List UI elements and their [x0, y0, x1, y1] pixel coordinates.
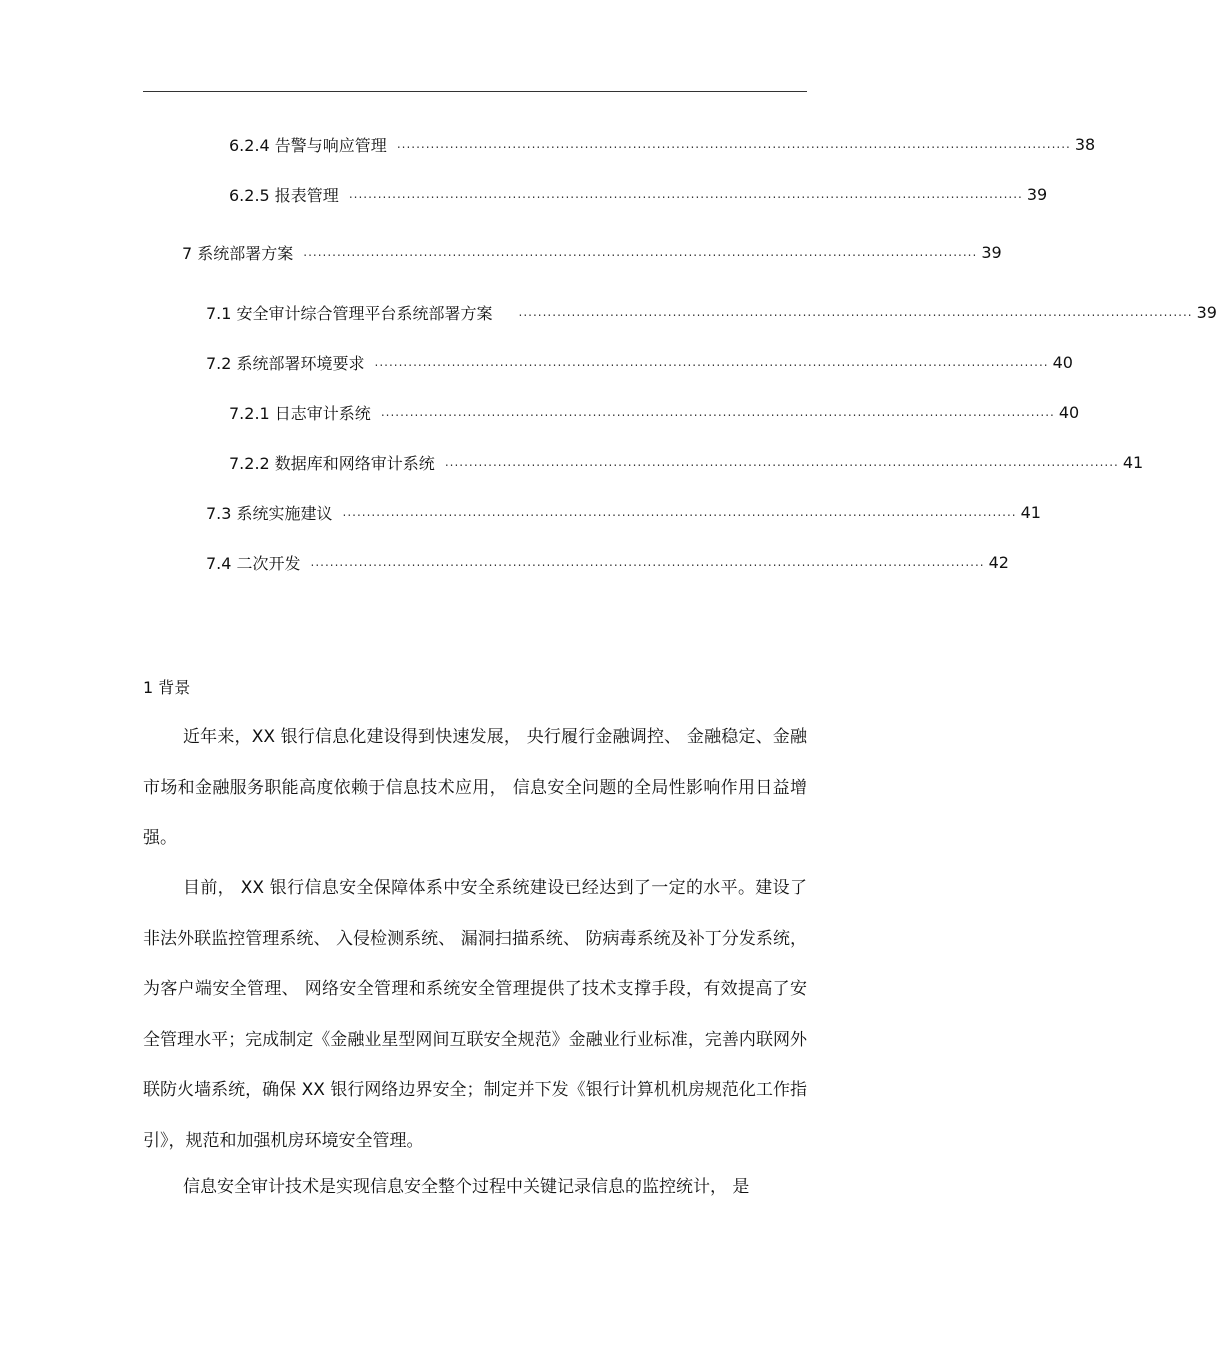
toc-entry-6-2-5[interactable] [229, 182, 1048, 206]
toc-leader-dots: ............................................................................................................................................ [396, 137, 1071, 151]
section-heading: 1 背景 [143, 678, 191, 697]
toc-leader-dots: ............................................................................................................................................ [348, 187, 1023, 201]
toc-leader-dots: ............................................................................................................................................ [310, 555, 985, 569]
toc-leader-dots: ............................................................................................................................................ [444, 455, 1119, 469]
toc-entry-title: 7.2.1 日志审计系统 [229, 403, 371, 423]
toc-entry-page: 42 [988, 552, 1009, 572]
paragraph-3: 信息安全审计技术是实现信息安全整个过程中关键记录信息的监控统计， 是 [183, 1177, 750, 1197]
toc-entry-title: 7.2.2 数据库和网络审计系统 [229, 453, 435, 473]
toc-leader-dots: ............................................................................................................................................ [342, 505, 1017, 519]
toc-entry-page: 41 [1020, 502, 1041, 522]
toc-entry-7-2-2[interactable] [229, 450, 1144, 474]
paragraph-1: 近年来，XX 银行信息化建设得到快速发展， 央行履行金融调控、 金融稳定、金融市场和金融服务职能高度依赖于信息技术应用， 信息安全问题的全局性影响作用日益增强。 [143, 727, 807, 848]
toc-entry-title: 7.2 系统部署环境要求 [206, 353, 365, 373]
toc-leader-dots: ............................................................................................................................................ [518, 305, 1193, 319]
toc-entry-page: 38 [1074, 134, 1096, 154]
toc-entry-6-2-4[interactable] [229, 132, 1096, 156]
toc-entry-7-3[interactable] [206, 500, 1041, 524]
toc-entry-title: 7.3 系统实施建议 [206, 503, 333, 523]
toc-entry-7-4[interactable] [206, 550, 1009, 574]
toc-entry-7[interactable] [182, 240, 1002, 264]
toc-entry-page: 40 [1058, 402, 1080, 422]
toc-entry-page: 40 [1052, 352, 1073, 372]
toc-entry-7-2-1[interactable] [229, 400, 1080, 424]
toc-leader-dots: ............................................................................................................................................ [380, 405, 1055, 419]
toc-entry-title: 6.2.5 报表管理 [229, 185, 339, 205]
toc-entry-title: 7.1 安全审计综合管理平台系统部署方案 [206, 303, 493, 323]
toc-entry-title: 7 系统部署方案 [182, 243, 294, 263]
toc-leader-dots: ............................................................................................................................................ [374, 355, 1049, 369]
toc-entry-page: 41 [1122, 452, 1144, 472]
toc-leader-dots: ............................................................................................................................................ [303, 245, 978, 259]
paragraph-2: 目前， XX 银行信息安全保障体系中安全系统建设已经达到了一定的水平。建设了非法外联监控管理系统、 入侵检测系统、 漏洞扫描系统、 防病毒系统及补丁分发系统， 为客户端安全管理、 网络安全管理和系统安全管理提供了技术支撑手段，有效提高了安全管理水平；完成制定《金融业星型网间互联安全规范》金融业行业标准，完善内联网外联防火墙系统，确保 XX 银行网络边界安全；制定并下发《银行计算机机房规范化工作指引》，规范和加强机房环境安全管理。 [143, 878, 807, 1151]
header-rule [143, 91, 807, 92]
toc-entry-title: 6.2.4 告警与响应管理 [229, 135, 387, 155]
toc-entry-page: 39 [981, 242, 1002, 262]
toc-entry-7-2[interactable] [206, 350, 1073, 374]
toc-entry-page: 39 [1196, 302, 1217, 322]
toc-entry-7-1[interactable] [206, 300, 1217, 324]
toc-entry-title: 7.4 二次开发 [206, 553, 301, 573]
toc-entry-page: 39 [1026, 184, 1048, 204]
